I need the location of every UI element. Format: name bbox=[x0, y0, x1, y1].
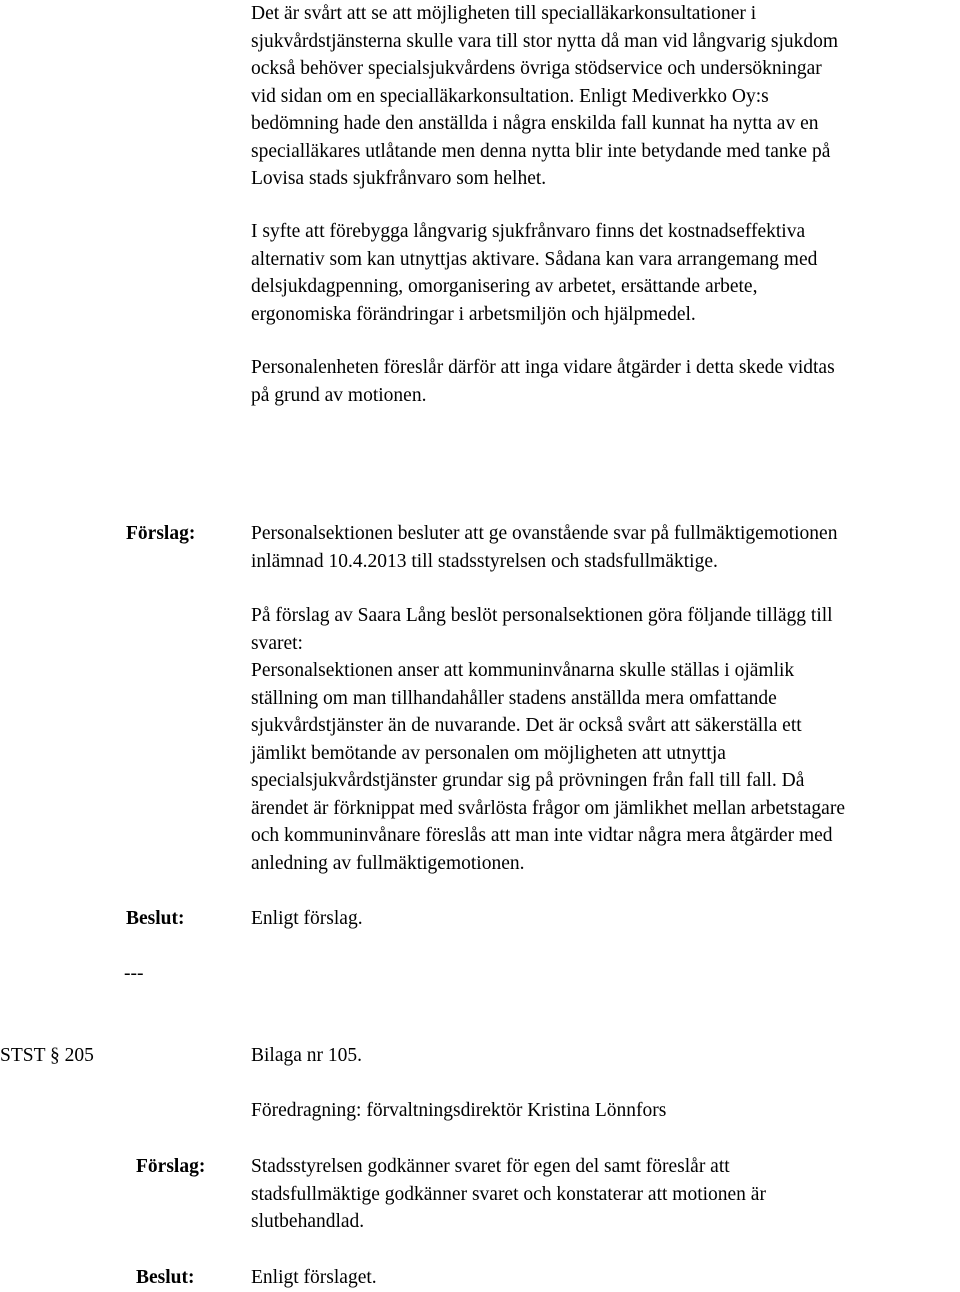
text-line: specialsjukvårdstjänster grundar sig på prövningen från fall till fall. Då bbox=[251, 770, 805, 791]
text-line: sjukvårdstjänsterna skulle vara till stor nytta då man vid långvarig sjukdom bbox=[251, 30, 839, 52]
text-line: anledning av fullmäktigemotionen. bbox=[251, 852, 525, 874]
proposal-text bbox=[251, 1153, 957, 1236]
text-line: alternativ som kan utnyttjas aktivare. Sådana kan vara arrangemang med bbox=[251, 248, 818, 270]
section-reference: STST § 205 bbox=[0, 1045, 94, 1066]
text-line: inlämnad 10.4.2013 till stadsstyrelsen och stadsfullmäktige. bbox=[251, 550, 718, 572]
decision-label: Beslut: bbox=[126, 908, 185, 929]
proposal-label: Förslag: bbox=[136, 1156, 206, 1177]
text-line: Stadsstyrelsen godkänner svaret för egen del samt föreslår att bbox=[251, 1156, 730, 1177]
text-line: slutbehandlad. bbox=[251, 1211, 365, 1232]
text-line: sjukvårdstjänster än de nuvarande. Det är också svårt att säkerställa ett bbox=[251, 715, 802, 736]
text-line: ergonomiska förändringar i arbetsmiljön och hjälpmedel. bbox=[251, 303, 696, 325]
attachment-number: Bilaga nr 105. bbox=[251, 1045, 363, 1066]
text-line: Lovisa stads sjukfrånvaro som helhet. bbox=[251, 168, 547, 189]
text-line: Personalenheten föreslår därför att inga vidare åtgärder i detta skede vidtas bbox=[251, 357, 835, 378]
paragraph-alternatives bbox=[251, 218, 957, 328]
text-line: bedömning hade den anställda i några enskilda fall kunnat ha nytta av en bbox=[251, 113, 819, 134]
text-line: specialläkares utlåtande men denna nytta blir inte betydande med tanke på bbox=[251, 140, 831, 162]
separator: --- bbox=[124, 963, 144, 984]
text-line: Personalsektionen besluter att ge ovanstående svar på fullmäktigemotionen bbox=[251, 523, 838, 544]
text-line: Personalsektionen anser att kommuninvånarna skulle ställas i ojämlik bbox=[251, 660, 795, 681]
text-line: På förslag av Saara Lång beslöt personalsektionen göra följande tillägg till bbox=[251, 605, 833, 626]
text-line: I syfte att förebygga långvarig sjukfrånvaro finns det kostnadseffektiva bbox=[251, 221, 806, 242]
proposal-label: Förslag: bbox=[126, 523, 196, 544]
text-line: också behöver specialsjukvårdens övriga stödservice och undersökningar bbox=[251, 58, 822, 79]
text-line: vid sidan om en specialläkarkonsultation. Enligt Mediverkko Oy:s bbox=[251, 85, 769, 107]
presenter-line: Föredragning: förvaltningsdirektör Kristina Lönnfors bbox=[251, 1100, 667, 1121]
decision-text: Enligt förslag. bbox=[251, 908, 363, 929]
text-line: ställning om man tillhandahåller stadens anställda mera omfattande bbox=[251, 687, 777, 709]
proposal-text bbox=[251, 520, 957, 575]
decision-label: Beslut: bbox=[136, 1267, 195, 1288]
paragraph-personnel-conclusion bbox=[251, 354, 957, 409]
text-line: Det är svårt att se att möjligheten till specialläkarkonsultationer i bbox=[251, 3, 757, 24]
text-line: och kommuninvånare föreslås att man inte vidtar några mera åtgärder med bbox=[251, 825, 833, 846]
text-line: stadsfullmäktige godkänner svaret och konstaterar att motionen är bbox=[251, 1183, 766, 1205]
text-line: jämlikt bemötande av personalen om möjligheten att utnyttja bbox=[251, 742, 726, 764]
text-line: delsjukdagpenning, omorganisering av arbetet, ersättande arbete, bbox=[251, 276, 758, 297]
decision-text: Enligt förslaget. bbox=[251, 1267, 377, 1288]
text-line: ärendet är förknippat med svårlösta frågor om jämlikhet mellan arbetstagare bbox=[251, 797, 845, 819]
text-line: svaret: bbox=[251, 632, 303, 654]
paragraph-addition bbox=[251, 602, 957, 877]
paragraph-specialist-consultation bbox=[251, 0, 957, 193]
text-line: på grund av motionen. bbox=[251, 384, 427, 406]
